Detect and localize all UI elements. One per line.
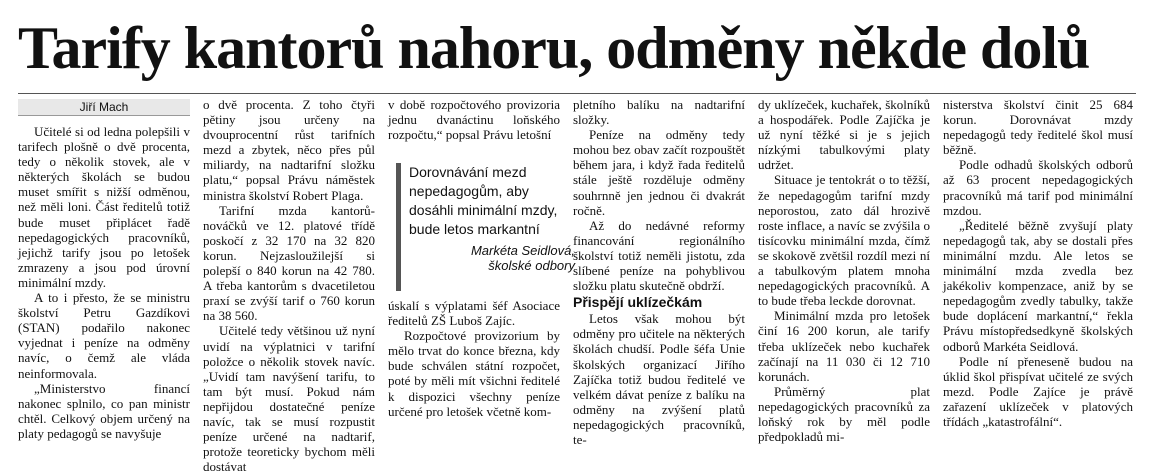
paragraph: úskalí s výplatami šéf Asociace ředitelů ZŠ Luboš Zajíc.	[388, 298, 560, 329]
author-byline: Jiří Mach	[18, 99, 190, 116]
article-column-4	[573, 97, 745, 447]
paragraph: nisterstva školství činit 25 684 korun. Dorovnávat mzdy nepedagogů tedy ředitelé škol musí běžně.	[943, 97, 1133, 158]
headline: Tarify kantorů nahoru, odměny někde dolů	[18, 15, 1090, 81]
paragraph: Peníze na odměny tedy mohou bez obav začít rozpouštět během jara, i když řada ředitelů stále ještě rozděluje odměny souhrnně jen jednou či dvakrát ročně.	[573, 127, 745, 218]
article-column-3-bottom	[388, 298, 560, 434]
paragraph: „Ředitelé běžně zvyšují platy nepedagogů tak, aby se dostali přes minimální mzdu. Ale letos se minimální mzda zvedla bez jakékoliv kompenzace, aniž by se nepedagogům zvedly tabulky, takže bude doplácení markantní,“ řekla Právu místopředsedkyně školských odborů Markéta Seidlová.	[943, 217, 1133, 354]
article-column-1	[18, 97, 190, 441]
pull-quote	[396, 163, 575, 291]
article-column-6	[943, 97, 1133, 433]
paragraph: Letos však mohou být odměny pro učitele na některých školách chudší. Podle šéfa Unie školských organizací Jiřího Zajíčka totiž budou ředitelé ve velkém dávat peníze z balíku na odměny na zvýšení platů nepedagogických pracovníků, te-	[573, 311, 745, 447]
paragraph: Učitelé si od ledna polepšili v tarifech plošně o dvě procenta, tedy o několik stovek, ale v některých školách se budou muset smířit s nižší odměnou, než měli loni. Část ředitelů totiž bude muset připlácet řadě nepedagogických pracovníků, jejichž tarify jsou po letošek zmrazeny a jsou pod úrovní minimální mzdy.	[18, 124, 190, 290]
article-column-2	[203, 97, 375, 474]
paragraph: v době rozpočtového provizoria jednu dvanáctinu loňského rozpočtu,“ popsal Právu letošní	[388, 97, 560, 143]
paragraph: A to i přesto, že se ministru školství Petru Gazdíkovi (STAN) podařilo nakonec vyjednat i peníze na odměny navíc, o čemž ale vláda neinformovala.	[18, 290, 190, 381]
paragraph: Podle odhadů školských odborů až 63 procent nepedagogických pracovníků má tarif pod minimální mzdou.	[943, 157, 1133, 218]
pull-quote-text: Dorovnávání mezd nepedagogům, aby dosáhli minimální mzdy, bude letos markantní	[409, 164, 558, 237]
paragraph: Tarifní mzda kantorů-nováčků ve 12. platové třídě poskočí z 32 170 na 32 820 korun. Nejzasloužilejší si polepší o 840 korun na 42 780. A třeba kantorům s dvacetiletou praxí se zvýší tarif o 760 korun na 38 560.	[203, 202, 375, 324]
paragraph: dy uklízeček, kuchařek, školníků a hospodářek. Podle Zajíčka je už nyní těžké si je s jejich nízkými tabulkovými platy udržet.	[758, 97, 930, 173]
subheading: Přispějí uklízečkám	[573, 294, 703, 311]
article-column-5	[758, 97, 930, 445]
pull-quote-organization: školské odbory	[488, 258, 575, 273]
paragraph: pletního balíku na nadtarifní složky.	[573, 97, 745, 128]
headline-rule	[18, 93, 1136, 94]
paragraph: Situace je tentokrát o to těžší, že nepedagogům tarifní mzdy neporostou, zato dál hrozivě roste inflace, a navíc se zvýšila o tisícovku minimální mzda, čímž se skokově zvětšil rozdíl mezi ní a tabulkovým platem mnoha nepedagogických pracovníků. A to bude třeba leckde dorovnat.	[758, 172, 930, 309]
paragraph: o dvě procenta. Z toho čtyři pětiny jsou určeny na dvouprocentní růst tarifních mezd a zbytek, něco přes půl miliardy, na nadtarifní složku platu,“ popsal Právu náměstek ministra školství Robert Plaga.	[203, 97, 375, 203]
paragraph: Učitelé tedy většinou už nyní uvidí na výplatnici v tarifní položce o několik stovek navíc. „Uvidí tam navýšení tarifu, to tam být musí. Pokud nám nepřijdou dostatečné peníze navíc, tak se musí rozpustit peníze určené na nadtarif, protože teoreticky bychom měli dostávat	[203, 323, 375, 474]
paragraph: Až do nedávné reformy financování regionálního školství totiž neměli jistotu, zda slíbené peníze na pohyblivou složku platu skutečně obdrží.	[573, 217, 745, 294]
paragraph: „Ministerstvo financí nakonec splnilo, co pan ministr chtěl. Celkový objem určený na platy pedagogů se navyšuje	[18, 380, 190, 441]
paragraph: Minimální mzda pro letošek činí 16 200 korun, ale tarify třeba uklízeček nebo kuchařek začínají na 11 030 či 12 710 korunách.	[758, 308, 930, 384]
pull-quote-author: Markéta Seidlová,	[470, 243, 575, 258]
paragraph: Podle ní přeneseně budou na úklid škol přispívat učitelé ze svých mezd. Podle Zajíce je právě zařazení uklízeček v platových třídách „katastrofální“.	[943, 353, 1133, 429]
article-column-3-top	[388, 97, 560, 145]
paragraph: Průměrný plat nepedagogických pracovníků za loňský rok by měl podle předpokladů mi-	[758, 383, 930, 445]
paragraph: Rozpočtové provizorium by mělo trvat do konce března, kdy bude schválen státní rozpočet, poté by měli mít všichni ředitelé k dispozici všechny peníze určené pro letošek včetně kom-	[388, 328, 560, 419]
